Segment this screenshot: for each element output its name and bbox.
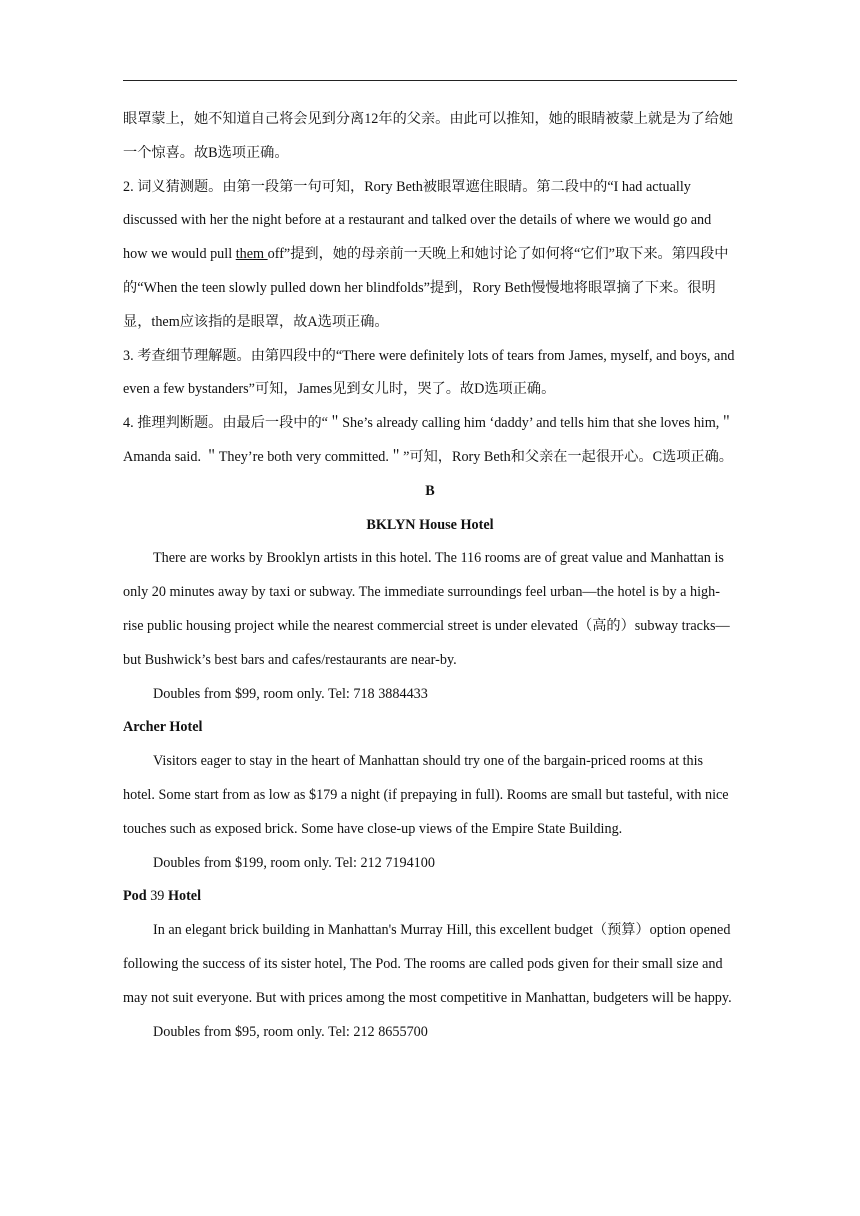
explanation-paragraph-2	[123, 171, 737, 340]
document-body	[123, 103, 737, 1049]
explanation-paragraph-4: 4. 推理判断题。由最后一段中的“＂She’s already calling him ‘daddy’ and tells him that she loves him,＂ Amanda said. ＂They’re both very committed.＂”可知，Rory Beth和父亲在一起很开心。C选项正确。	[123, 415, 734, 465]
explanation-paragraph-1: 眼罩蒙上，她不知道自己将会见到分离12年的父亲。由此可以推知，她的眼睛被蒙上就是为了给她一个惊喜。故B选项正确。	[123, 111, 734, 161]
section-letter: B	[425, 482, 435, 499]
hotel-name-part: Pod	[123, 888, 147, 905]
explanation-text: off”提到，她的母亲前一天晚上和她讨论了如何将“它们”取下来。第四段中的“When the teen slowly pulled down her blindfolds”提到，Rory Beth慢慢地将眼罩摘了下来。很明显，them应该指的是眼罩，故A选项正确。	[123, 246, 729, 330]
hotel-name	[123, 880, 737, 914]
hotel-description: There are works by Brooklyn artists in this hotel. The 116 rooms are of great value and Manhattan is only 20 minutes away by taxi or subway. The immediate surroundings feel urban—the hotel is by a high-rise public housing project while the nearest commercial street is under elevated（高的）subway tracks—but Bushwick’s best bars and cafes/restaurants are near-by.	[123, 550, 730, 668]
hotel-price: Doubles from $99, room only. Tel: 718 3884433	[153, 685, 428, 702]
hotel-description: Visitors eager to stay in the heart of Manhattan should try one of the bargain-priced rooms at this hotel. Some start from as low as $179 a night (if prepaying in full). Rooms are small but tasteful, with nice touches such as exposed brick. Some have close-up views of the Empire State Building.	[123, 753, 729, 837]
explanation-text: 2. 词义猜测题。由第一段第一句可知，Rory Beth被眼罩遮住眼睛。第二段中的“I had actually discussed with her the night before at a restaurant and talked over the details of where we would go and how we would pull	[123, 178, 712, 263]
underlined-word: them	[235, 246, 268, 263]
header-rule	[123, 80, 737, 81]
section-title: BKLYN House Hotel	[366, 516, 494, 533]
hotel-name: Archer Hotel	[123, 719, 203, 736]
hotel-price: Doubles from $199, room only. Tel: 212 7194100	[153, 854, 435, 871]
hotel-description: In an elegant brick building in Manhattan's Murray Hill, this excellent budget（预算）option opened following the success of its sister hotel, The Pod. The rooms are called pods given for their small size and may not suit everyone. But with prices among the most competitive in Manhattan, budgeters will be happy.	[123, 922, 732, 1006]
hotel-price: Doubles from $95, room only. Tel: 212 8655700	[153, 1023, 428, 1040]
hotel-name-number: 39	[146, 888, 168, 905]
hotel-name-part: Hotel	[167, 888, 202, 905]
explanation-paragraph-3: 3. 考查细节理解题。由第四段中的“There were definitely lots of tears from James, myself, and boys, and even a few bystanders”可知，James见到女儿时，哭了。故D选项正确。	[123, 347, 735, 398]
